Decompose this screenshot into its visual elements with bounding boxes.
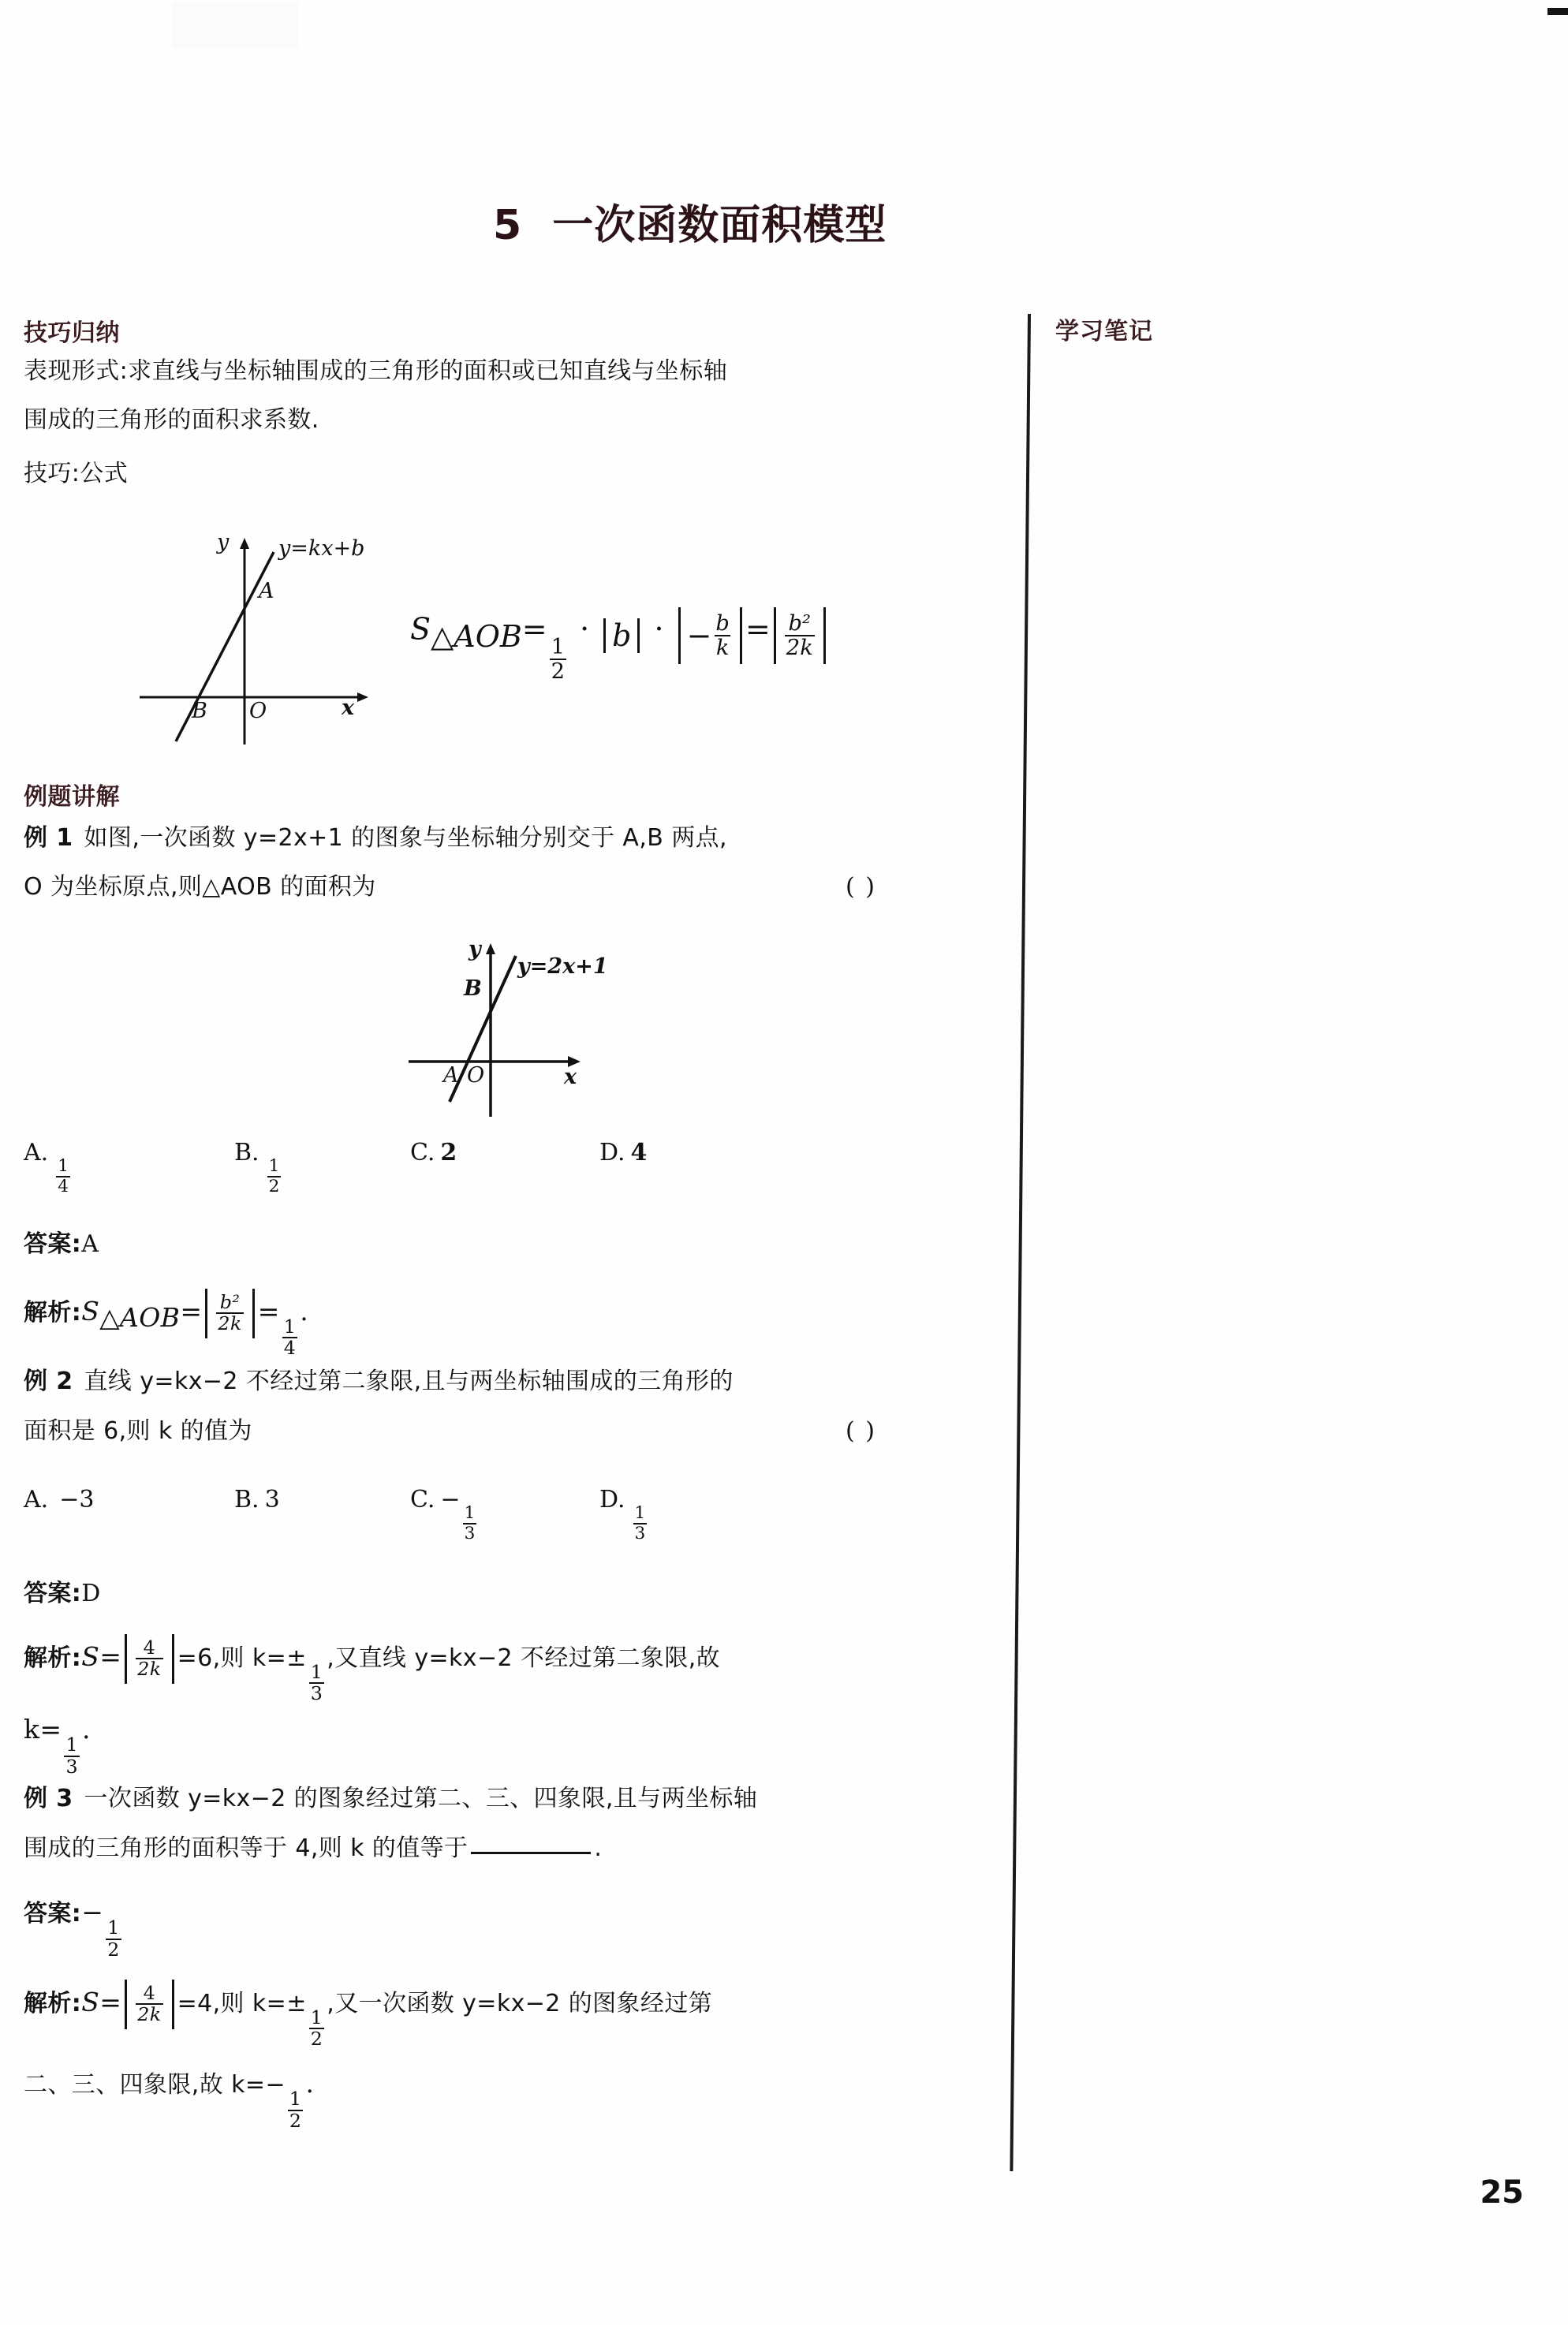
- example1-stem-text2: O 为坐标原点,则△AOB 的面积为: [24, 873, 376, 901]
- figure2-point-b-label: B: [464, 976, 482, 1001]
- skills-form-line1: 表现形式:求直线与坐标轴围成的三角形的面积或已知直线与坐标轴: [24, 357, 728, 385]
- example1-solution-period: .: [300, 1295, 309, 1327]
- figure-example1-line-graph: [401, 932, 716, 1120]
- example2-option-d-num: 1: [634, 1503, 646, 1524]
- example1-answer: [24, 1230, 1014, 1258]
- example3-stem-text1: 一次函数 y=kx−2 的图象经过第二、三、四象限,且与两坐标轴: [84, 1785, 758, 1812]
- example2-label: 例 2: [24, 1368, 73, 1395]
- example1-solution-abs-num: b²: [219, 1290, 241, 1313]
- example2-solution-line1: [24, 1634, 1014, 1704]
- example1-option-a-den: 4: [58, 1176, 69, 1196]
- example2-solution-line2: [24, 1716, 1014, 1776]
- example3-solution-k-num: 1: [310, 2006, 323, 2028]
- example2-stem-text2: 面积是 6,则 k 的值为: [24, 1417, 252, 1445]
- formula-lhs-s: S: [410, 611, 431, 647]
- example2-solution-label: 解析:: [24, 1644, 82, 1672]
- example2-abs-bar-right: [172, 1634, 174, 1684]
- example3-solution-k-den: 2: [310, 2028, 323, 2051]
- example2-solution-eq2: =6,则 k=±: [177, 1644, 307, 1672]
- example1-option-d-key: D.: [599, 1139, 625, 1166]
- example2-option-b-text: 3: [264, 1486, 280, 1513]
- example1-option-b-num: 1: [268, 1156, 280, 1177]
- examples-heading: 例题讲解: [24, 783, 120, 811]
- example2-stem-line1: [24, 1370, 1014, 1394]
- example2-answer-value: D: [81, 1580, 101, 1607]
- example3-solution-line2-lead: 二、三、四象限,故 k=−: [24, 2071, 286, 2099]
- figure1-x-axis-label: x: [342, 696, 355, 720]
- figure1-point-a-label: A: [259, 579, 274, 603]
- example2-option-b[interactable]: [234, 1486, 280, 1513]
- example3-answer-blank[interactable]: [471, 1852, 591, 1854]
- example3-solution-line1: [24, 1980, 1014, 2049]
- formula-minus: −: [686, 618, 712, 654]
- example2-answer-paren: ( ): [846, 1417, 876, 1445]
- figure2-x-axis-label: x: [564, 1065, 577, 1089]
- example2-solution-line2-den: 3: [65, 1755, 78, 1778]
- example2-solution-s: S: [81, 1640, 100, 1672]
- example2-answer-label: 答案:: [24, 1580, 82, 1607]
- example1-stem-text1: 如图,一次函数 y=2x+1 的图象与坐标轴分别交于 A,B 两点,: [84, 824, 727, 852]
- example2-option-d-den: 3: [634, 1523, 646, 1543]
- example3-solution-eq1: =: [99, 1986, 122, 2017]
- example3-solution-abs-num: 4: [143, 1981, 156, 2004]
- example2-solution-line2-period: .: [81, 1714, 91, 1745]
- example2-answer: [24, 1582, 1014, 1606]
- example2-solution-tail: ,又直线 y=kx−2 不经过第二象限,故: [327, 1644, 721, 1672]
- example2-solution-line2-num: 1: [65, 1733, 78, 1756]
- formula-result-denominator: 2k: [786, 636, 813, 661]
- figure1-y-axis-label: y: [217, 530, 230, 554]
- example2-option-c[interactable]: C. − $\frac{1}{3}$: [410, 1486, 476, 1543]
- example2-option-c-num: 1: [464, 1503, 476, 1524]
- example1-stem-line1: [24, 824, 1014, 852]
- example3-answer: [24, 1899, 1014, 1959]
- formula-bk-numerator: b: [715, 610, 730, 636]
- example3-stem-text2: 围成的三角形的面积等于 4,则 k 的值等于: [24, 1834, 469, 1862]
- study-notes-heading: 学习笔记: [1055, 318, 1153, 345]
- example1-option-c-text: 2: [440, 1139, 457, 1166]
- formula-abs-b: b: [612, 618, 632, 654]
- example3-solution-line2: [24, 2070, 1014, 2130]
- formula-result-numerator: b²: [788, 610, 812, 636]
- example2-stem-line2: [24, 1417, 1014, 1445]
- example2-option-b-key: B.: [234, 1486, 259, 1513]
- example1-option-a[interactable]: [24, 1139, 73, 1196]
- example1-option-a-key: A.: [24, 1139, 49, 1166]
- abs-bar-right-bk: [740, 607, 742, 664]
- example2-solution-k-num: 1: [310, 1660, 323, 1683]
- example2-solution-line2-lead: k=: [24, 1714, 62, 1745]
- example1-solution-subscript: △AOB: [99, 1302, 181, 1334]
- example1-abs-bar-right: [252, 1289, 255, 1338]
- scan-artifact-top-left: [172, 2, 298, 49]
- example3-answer-label: 答案:: [24, 1900, 82, 1928]
- example1-option-c-key: C.: [410, 1139, 435, 1166]
- example1-solution-res-den: 4: [283, 1337, 297, 1360]
- example3-solution-tail: ,又一次函数 y=kx−2 的图象经过第: [327, 1989, 713, 2017]
- figure-generic-line-graph: [130, 530, 398, 751]
- example1-option-a-num: 1: [58, 1156, 69, 1177]
- skills-form-line2: 围成的三角形的面积求系数.: [24, 406, 319, 434]
- formula-dot-2: ·: [654, 611, 664, 647]
- example1-option-b-den: 2: [268, 1176, 280, 1196]
- example3-stem-period: .: [594, 1834, 603, 1862]
- example3-solution-line2-num: 1: [289, 2087, 302, 2110]
- example1-option-b[interactable]: [234, 1139, 283, 1196]
- example1-option-b-key: B.: [234, 1139, 259, 1166]
- abs-bar-right-result: [823, 607, 826, 664]
- example3-solution-s: S: [81, 1986, 100, 2017]
- example1-option-c[interactable]: [410, 1139, 457, 1166]
- figure1-line-equation-label: y=kx+b: [278, 536, 365, 561]
- example1-label: 例 1: [24, 824, 73, 852]
- example2-option-c-den: 3: [464, 1523, 476, 1543]
- example1-option-d-text: 4: [630, 1139, 648, 1166]
- skills-method: 技巧:公式: [24, 460, 129, 487]
- example2-solution-abs-num: 4: [143, 1636, 156, 1659]
- example1-answer-paren: ( ): [846, 873, 876, 901]
- example2-option-d[interactable]: [599, 1486, 649, 1543]
- example2-option-a[interactable]: [24, 1486, 94, 1513]
- formula-lhs-subscript: △AOB: [431, 619, 522, 655]
- example3-abs-bar-right: [172, 1980, 174, 2029]
- example1-stem-line2: [24, 875, 1014, 899]
- example2-option-c-key: C.: [410, 1486, 435, 1513]
- example1-solution-s: S: [81, 1295, 100, 1327]
- example1-solution-abs-den: 2k: [218, 1312, 242, 1335]
- example3-solution-eq2: =4,则 k=±: [177, 1989, 307, 2017]
- chapter-title-text: 一次函数面积模型: [552, 202, 887, 249]
- figure1-point-b-label: B: [192, 699, 207, 723]
- figure1-origin-label: O: [249, 699, 267, 723]
- example2-solution-abs-den: 2k: [137, 1658, 162, 1681]
- example1-solution-eq1: =: [180, 1295, 203, 1327]
- example2-option-d-key: D.: [599, 1486, 625, 1513]
- formula-dot-1: ·: [580, 611, 590, 647]
- figure2-origin-label: O: [467, 1063, 485, 1088]
- example3-solution-abs-den: 2k: [137, 2003, 162, 2026]
- example3-answer-sign: −: [81, 1897, 104, 1928]
- example1-solution-res-num: 1: [283, 1315, 297, 1338]
- example1-solution-label: 解析:: [24, 1298, 82, 1327]
- scan-artifact-top-right: [1547, 8, 1568, 15]
- example3-solution-line2-period: .: [305, 2068, 315, 2099]
- formula-half-numerator: 1: [551, 634, 566, 659]
- example1-option-d[interactable]: [599, 1139, 647, 1166]
- example3-answer-den: 2: [107, 1938, 120, 1961]
- chapter-number: 5: [493, 202, 523, 249]
- example2-option-a-key: A.: [24, 1486, 49, 1513]
- example3-solution-line2-den: 2: [289, 2109, 302, 2132]
- figure2-y-axis-label: y: [469, 937, 481, 961]
- skills-heading: 技巧归纳: [24, 319, 120, 347]
- area-formula: [410, 607, 829, 683]
- example3-solution-label: 解析:: [24, 1989, 82, 2017]
- example3-stem-line2: [24, 1834, 1014, 1862]
- formula-equals-1: =: [521, 611, 547, 647]
- formula-bk-denominator: k: [715, 636, 730, 661]
- page-title: [493, 192, 887, 251]
- example2-options: [24, 1486, 1014, 1554]
- example1-answer-value: A: [81, 1230, 99, 1258]
- example1-answer-label: 答案:: [24, 1230, 82, 1258]
- formula-half-denominator: 2: [551, 659, 566, 685]
- example1-solution-eq2: =: [257, 1295, 280, 1327]
- figure2-point-a-label: A: [443, 1063, 459, 1088]
- example2-stem-text1: 直线 y=kx−2 不经过第二象限,且与两坐标轴围成的三角形的: [84, 1368, 734, 1395]
- formula-equals-2: =: [745, 611, 771, 647]
- example3-label: 例 3: [24, 1785, 73, 1812]
- example2-solution-k-den: 3: [310, 1682, 323, 1705]
- example1-solution: [24, 1289, 1014, 1358]
- abs-bar-right-b: [637, 618, 640, 653]
- example3-answer-num: 1: [107, 1916, 120, 1939]
- page-number: 25: [1480, 2174, 1524, 2211]
- example1-options: [24, 1139, 1014, 1207]
- example3-stem-line1: [24, 1787, 1014, 1811]
- example2-solution-eq1: =: [99, 1640, 122, 1672]
- figure2-line-equation-label: y=2x+1: [517, 954, 608, 979]
- example2-option-a-text: −3: [59, 1486, 95, 1513]
